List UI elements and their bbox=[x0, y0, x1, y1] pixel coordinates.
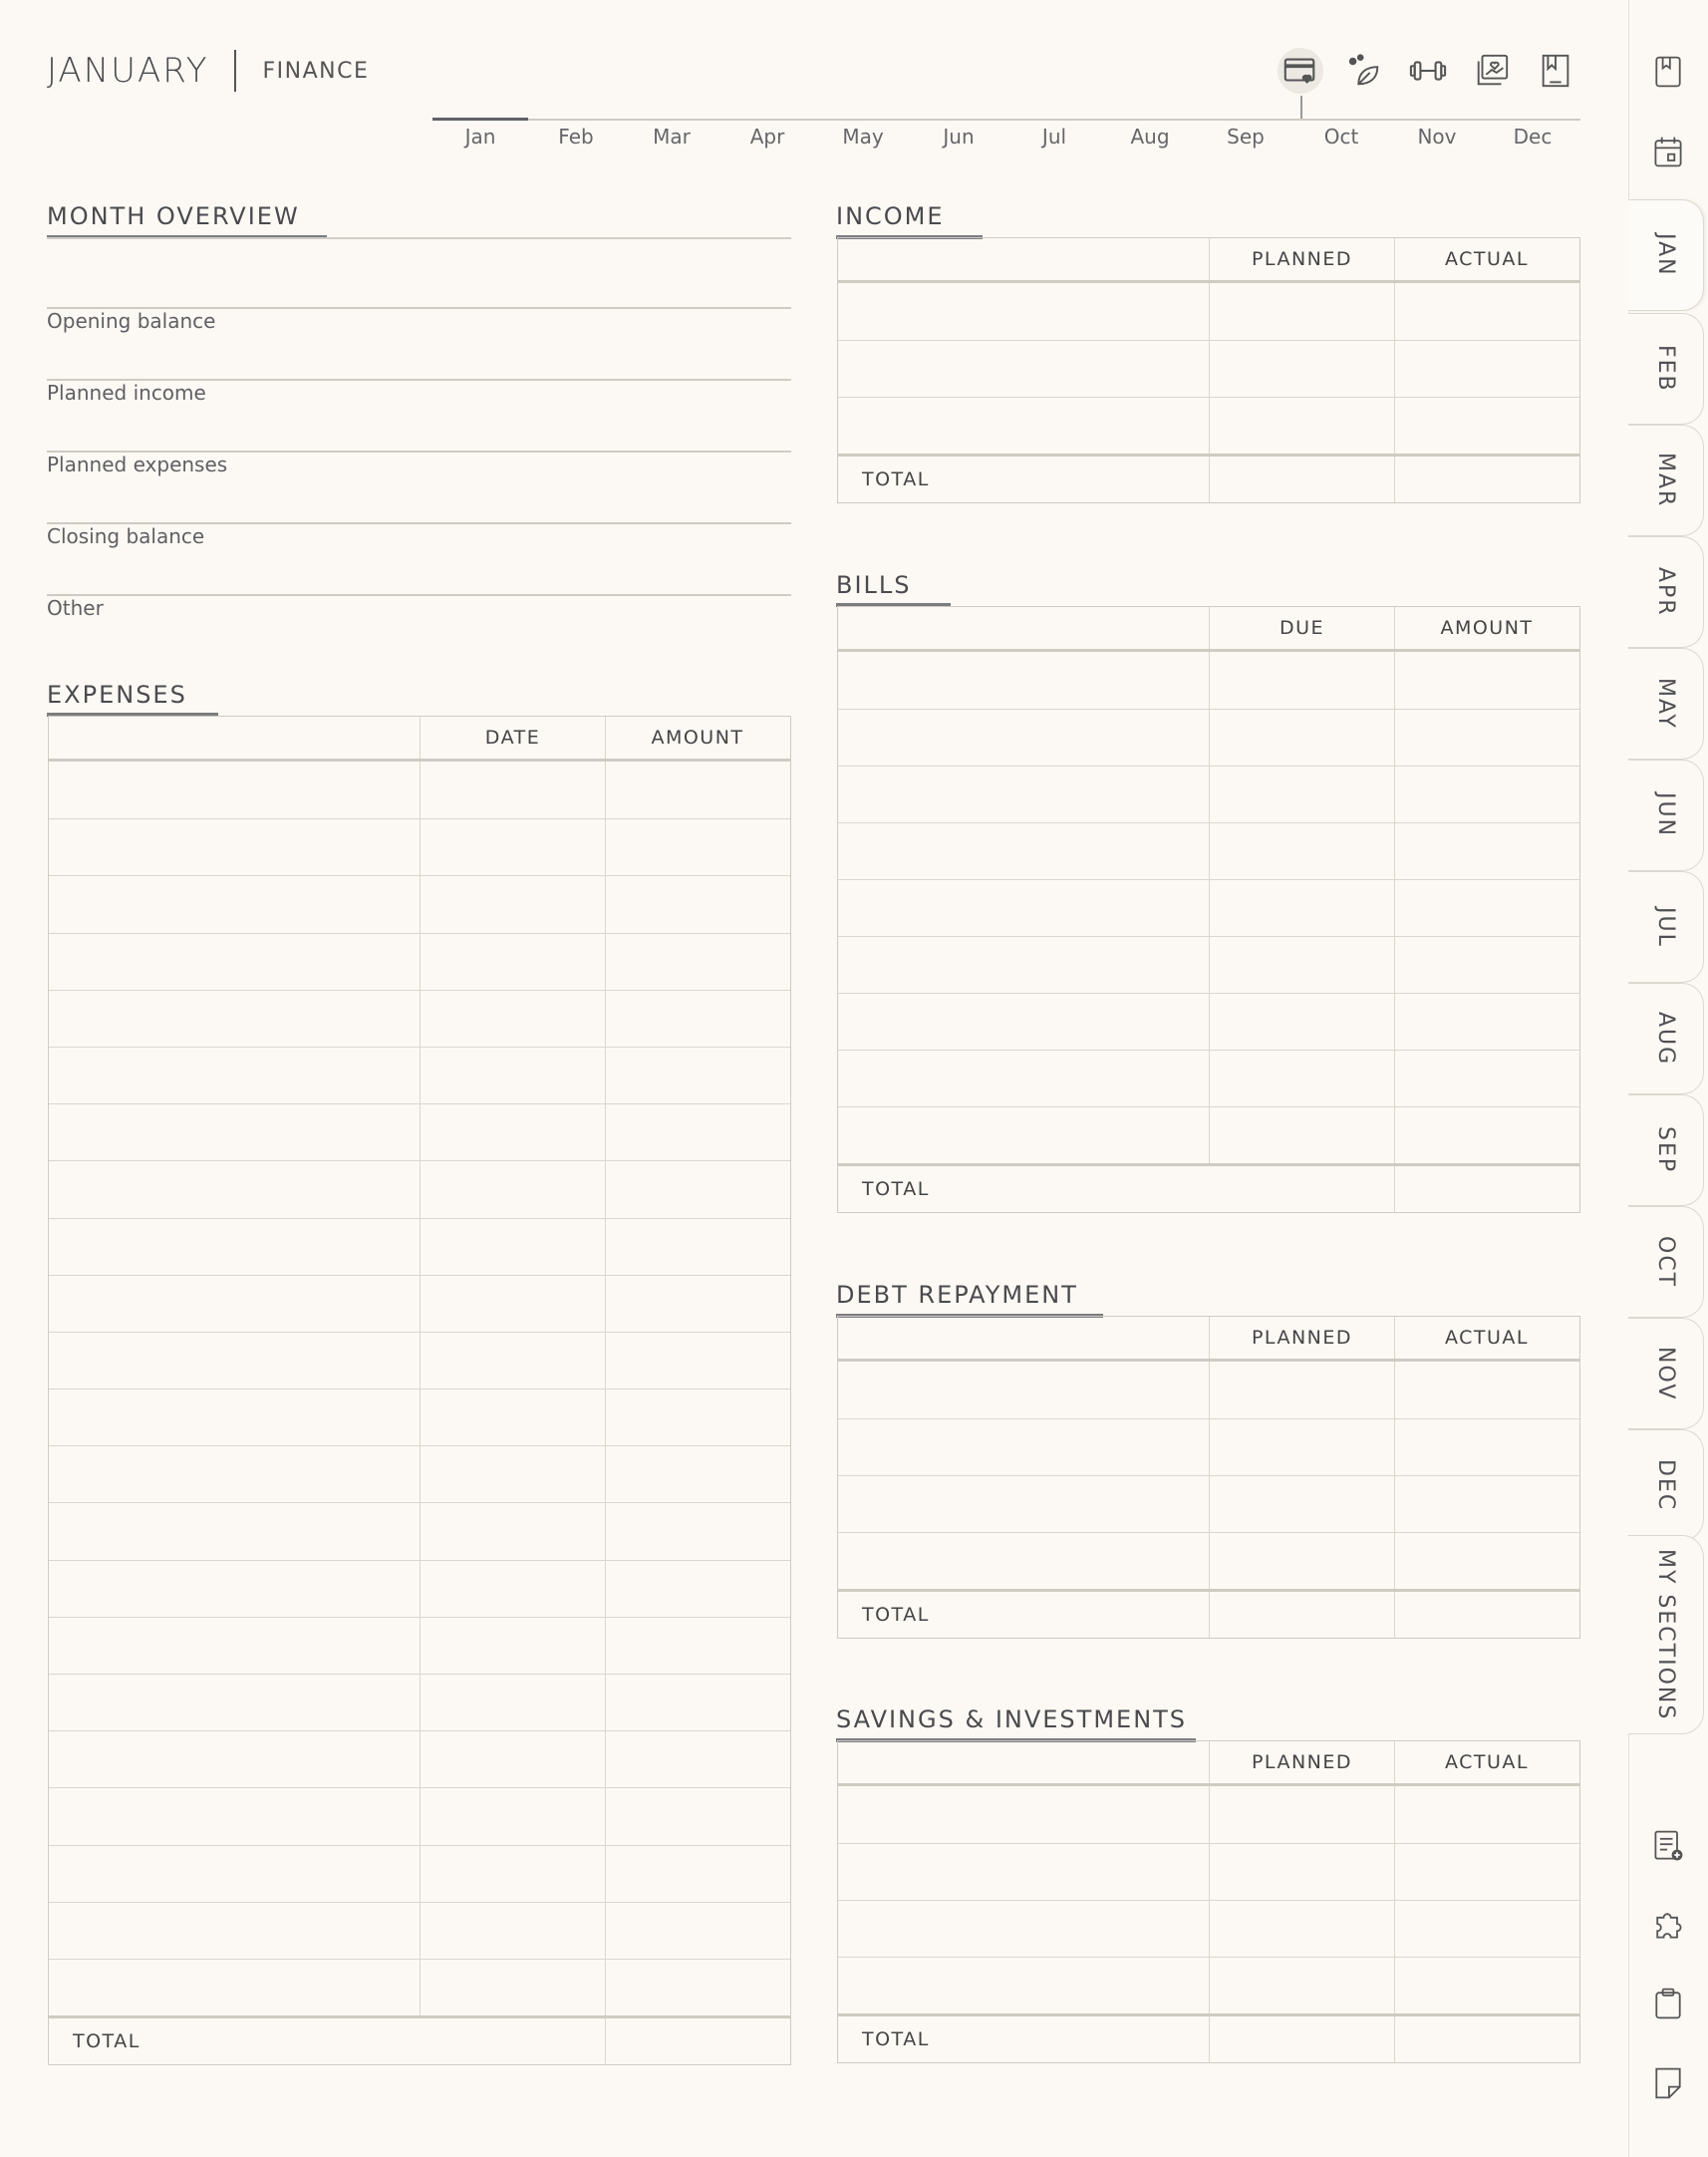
table-cell[interactable] bbox=[605, 876, 789, 932]
column-header: AMOUNT bbox=[605, 717, 789, 759]
table-row bbox=[49, 1730, 790, 1787]
table-cell[interactable] bbox=[838, 398, 1209, 454]
table-cell[interactable] bbox=[420, 1333, 605, 1388]
table-cell[interactable] bbox=[1209, 1958, 1394, 2013]
total-row bbox=[838, 2013, 1579, 2062]
month-link-sep[interactable]: Sep bbox=[1227, 125, 1265, 149]
table-cell[interactable] bbox=[420, 934, 605, 990]
table-cell[interactable] bbox=[838, 880, 1209, 936]
tab-sep[interactable] bbox=[1628, 1094, 1704, 1206]
month-title: JANUARY bbox=[47, 51, 209, 91]
table-cell[interactable] bbox=[1394, 341, 1578, 397]
dumbbell-icon[interactable] bbox=[1405, 48, 1451, 94]
month-link-may[interactable]: May bbox=[842, 125, 884, 149]
table-cell[interactable] bbox=[1209, 341, 1394, 397]
table-cell[interactable] bbox=[838, 767, 1209, 822]
table-cell[interactable] bbox=[49, 1503, 420, 1559]
table-cell[interactable] bbox=[1209, 1419, 1394, 1475]
table-row bbox=[838, 1900, 1579, 1957]
table-cell[interactable] bbox=[1394, 994, 1578, 1050]
table-cell[interactable] bbox=[1394, 283, 1578, 340]
table-cell[interactable] bbox=[605, 1219, 789, 1275]
table-cell[interactable] bbox=[1394, 880, 1578, 936]
table-row bbox=[49, 1332, 790, 1388]
table-cell[interactable] bbox=[838, 652, 1209, 709]
table-cell[interactable] bbox=[49, 1903, 420, 1959]
table-cell[interactable] bbox=[1209, 1362, 1394, 1418]
table-cell[interactable] bbox=[49, 1048, 420, 1103]
table-row bbox=[838, 936, 1579, 993]
table-cell[interactable] bbox=[1209, 710, 1394, 766]
table-cell[interactable] bbox=[1394, 767, 1578, 822]
tab-label: JAN bbox=[1653, 233, 1678, 277]
table-row bbox=[49, 1902, 790, 1959]
page-header bbox=[47, 50, 369, 92]
table-cell[interactable] bbox=[49, 762, 420, 818]
month-link-aug[interactable]: Aug bbox=[1130, 125, 1170, 149]
photo-album-icon[interactable] bbox=[1469, 48, 1515, 94]
overview-title: MONTH OVERVIEW bbox=[47, 202, 300, 230]
table-row bbox=[838, 1786, 1579, 1843]
overview-label[interactable]: Closing balance bbox=[47, 524, 205, 548]
tab-label: NOV bbox=[1653, 1346, 1678, 1401]
table-cell[interactable] bbox=[838, 283, 1209, 340]
table-cell[interactable] bbox=[605, 1903, 789, 1959]
table-cell[interactable] bbox=[838, 710, 1209, 766]
table-cell[interactable] bbox=[1209, 1107, 1394, 1163]
section-title: FINANCE bbox=[262, 58, 370, 84]
tab-oct[interactable] bbox=[1628, 1206, 1704, 1318]
month-link-nov[interactable]: Nov bbox=[1417, 125, 1457, 149]
month-link-dec[interactable]: Dec bbox=[1513, 125, 1553, 149]
column-header bbox=[838, 1741, 1209, 1783]
table-cell[interactable] bbox=[1394, 1107, 1578, 1163]
table-row bbox=[49, 1047, 790, 1103]
table-cell[interactable] bbox=[838, 1051, 1209, 1106]
table-cell[interactable] bbox=[420, 762, 605, 818]
table-cell[interactable] bbox=[420, 1960, 605, 2015]
table-cell[interactable] bbox=[49, 1276, 420, 1332]
table-row bbox=[49, 1845, 790, 1902]
tab-label: FEB bbox=[1653, 345, 1678, 393]
table-cell[interactable] bbox=[49, 1561, 420, 1617]
tab-nov[interactable] bbox=[1628, 1318, 1704, 1429]
tab-my-sections[interactable] bbox=[1628, 1535, 1704, 1734]
page-icon[interactable] bbox=[1648, 2063, 1688, 2103]
table-row bbox=[49, 1218, 790, 1275]
tab-jan[interactable] bbox=[1628, 199, 1704, 311]
table-cell[interactable] bbox=[605, 1333, 789, 1388]
top-icon-bar bbox=[1278, 48, 1596, 94]
table-cell[interactable] bbox=[1394, 1786, 1578, 1843]
table-cell[interactable] bbox=[1209, 994, 1394, 1050]
table-header-row bbox=[838, 238, 1579, 283]
month-link-feb[interactable]: Feb bbox=[558, 125, 594, 149]
table-header-row bbox=[838, 1317, 1579, 1362]
total-cell[interactable] bbox=[605, 2018, 789, 2064]
overview-label[interactable]: Opening balance bbox=[47, 309, 216, 333]
total-row bbox=[49, 2015, 790, 2064]
column-header bbox=[838, 238, 1209, 280]
table-row bbox=[838, 652, 1579, 709]
tab-label: JUL bbox=[1653, 906, 1678, 948]
table-row bbox=[838, 397, 1579, 454]
table-cell[interactable] bbox=[838, 937, 1209, 993]
table-cell[interactable] bbox=[605, 762, 789, 818]
table-cell[interactable] bbox=[420, 1161, 605, 1217]
table-row bbox=[49, 1560, 790, 1617]
bills-heading bbox=[836, 571, 912, 599]
table-cell[interactable] bbox=[1394, 1958, 1578, 2013]
tab-label: APR bbox=[1653, 567, 1678, 617]
table-row bbox=[49, 990, 790, 1047]
table-cell[interactable] bbox=[1394, 1419, 1578, 1475]
table-cell[interactable] bbox=[605, 1731, 789, 1787]
table-cell[interactable] bbox=[1394, 398, 1578, 454]
table-row bbox=[838, 822, 1579, 879]
table-cell[interactable] bbox=[420, 1903, 605, 1959]
overview-line bbox=[47, 594, 791, 596]
total-cell[interactable] bbox=[1209, 1592, 1394, 1638]
month-link-jan[interactable]: Jan bbox=[432, 121, 528, 149]
table-cell[interactable] bbox=[838, 1786, 1209, 1843]
savings-title: SAVINGS & INVESTMENTS bbox=[836, 1705, 1188, 1733]
bookmark-m-icon[interactable] bbox=[1533, 48, 1578, 94]
total-cell[interactable] bbox=[1209, 457, 1394, 502]
finance-card-icon[interactable] bbox=[1278, 48, 1323, 94]
column-header bbox=[838, 1317, 1209, 1359]
table-cell[interactable] bbox=[420, 1219, 605, 1275]
table-cell[interactable] bbox=[420, 1561, 605, 1617]
table-cell[interactable] bbox=[605, 1104, 789, 1160]
puzzle-icon[interactable] bbox=[1648, 1905, 1688, 1945]
column-header: ACTUAL bbox=[1394, 1317, 1578, 1359]
table-row bbox=[838, 1957, 1579, 2013]
table-cell[interactable] bbox=[49, 1333, 420, 1388]
table-cell[interactable] bbox=[838, 994, 1209, 1050]
table-header-row bbox=[838, 1741, 1579, 1786]
table-cell[interactable] bbox=[605, 1276, 789, 1332]
column-header: AMOUNT bbox=[1394, 607, 1578, 649]
tab-label: SEP bbox=[1653, 1126, 1678, 1174]
table-row bbox=[49, 1674, 790, 1730]
debt-title: DEBT REPAYMENT bbox=[836, 1281, 1078, 1309]
total-label: TOTAL bbox=[862, 1604, 930, 1626]
table-row bbox=[49, 875, 790, 932]
table-cell[interactable] bbox=[420, 819, 605, 875]
table-cell[interactable] bbox=[49, 1675, 420, 1730]
table-cell[interactable] bbox=[1394, 1362, 1578, 1418]
table-cell[interactable] bbox=[49, 1788, 420, 1844]
tab-jun[interactable] bbox=[1628, 760, 1704, 871]
tab-aug[interactable] bbox=[1628, 983, 1704, 1094]
savings-table bbox=[837, 1740, 1580, 2063]
table-cell[interactable] bbox=[605, 1446, 789, 1502]
table-cell[interactable] bbox=[420, 1048, 605, 1103]
table-row bbox=[838, 1475, 1579, 1532]
overview-label[interactable]: Other bbox=[47, 596, 104, 620]
table-cell[interactable] bbox=[420, 991, 605, 1047]
month-link-apr[interactable]: Apr bbox=[749, 125, 785, 149]
plant-leaf-icon[interactable] bbox=[1341, 48, 1387, 94]
table-cell[interactable] bbox=[838, 1419, 1209, 1475]
table-cell[interactable] bbox=[1209, 1901, 1394, 1957]
table-cell[interactable] bbox=[605, 1960, 789, 2015]
tab-label: JUN bbox=[1653, 792, 1678, 838]
table-cell[interactable] bbox=[49, 934, 420, 990]
table-cell[interactable] bbox=[49, 1219, 420, 1275]
total-cell[interactable] bbox=[1209, 2016, 1394, 2062]
debt-heading bbox=[836, 1281, 1078, 1309]
month-link-jun[interactable]: Jun bbox=[943, 125, 975, 149]
table-cell[interactable] bbox=[605, 934, 789, 990]
table-cell[interactable] bbox=[1209, 1051, 1394, 1106]
table-row bbox=[49, 1445, 790, 1502]
table-cell[interactable] bbox=[420, 1788, 605, 1844]
table-row bbox=[49, 1160, 790, 1217]
tab-mar[interactable] bbox=[1628, 425, 1704, 536]
table-cell[interactable] bbox=[605, 1788, 789, 1844]
table-cell[interactable] bbox=[1209, 398, 1394, 454]
table-cell[interactable] bbox=[1209, 937, 1394, 993]
table-cell[interactable] bbox=[49, 1618, 420, 1674]
table-cell[interactable] bbox=[605, 1161, 789, 1217]
column-header: ACTUAL bbox=[1394, 1741, 1578, 1783]
table-cell[interactable] bbox=[605, 819, 789, 875]
table-cell[interactable] bbox=[1394, 823, 1578, 879]
column-header: ACTUAL bbox=[1394, 238, 1578, 280]
expenses-title: EXPENSES bbox=[47, 681, 187, 709]
title-divider bbox=[234, 50, 236, 92]
tab-apr[interactable] bbox=[1628, 536, 1704, 648]
table-cell[interactable] bbox=[420, 1104, 605, 1160]
table-header-row bbox=[838, 607, 1579, 652]
calendar-icon[interactable] bbox=[1648, 132, 1688, 171]
total-label: TOTAL bbox=[73, 2030, 141, 2053]
tab-dec[interactable] bbox=[1628, 1429, 1704, 1541]
table-cell[interactable] bbox=[838, 1533, 1209, 1589]
table-cell[interactable] bbox=[838, 823, 1209, 879]
table-cell[interactable] bbox=[605, 1618, 789, 1674]
month-link-oct[interactable]: Oct bbox=[1323, 125, 1359, 149]
table-cell[interactable] bbox=[420, 1389, 605, 1445]
table-row bbox=[838, 1106, 1579, 1163]
table-cell[interactable] bbox=[838, 1958, 1209, 2013]
table-cell[interactable] bbox=[838, 1901, 1209, 1957]
table-cell[interactable] bbox=[49, 1104, 420, 1160]
table-cell[interactable] bbox=[1394, 652, 1578, 709]
savings-heading bbox=[836, 1705, 1187, 1733]
table-row bbox=[49, 1388, 790, 1445]
table-cell[interactable] bbox=[605, 1389, 789, 1445]
table-cell[interactable] bbox=[49, 1161, 420, 1217]
tab-label: MAR bbox=[1653, 453, 1678, 508]
table-cell[interactable] bbox=[420, 1503, 605, 1559]
table-row bbox=[838, 340, 1579, 397]
table-cell[interactable] bbox=[1394, 710, 1578, 766]
table-row bbox=[49, 1959, 790, 2015]
table-cell[interactable] bbox=[1209, 1476, 1394, 1532]
total-cell[interactable] bbox=[1394, 2016, 1578, 2062]
active-icon-pin bbox=[1300, 96, 1302, 120]
table-cell[interactable] bbox=[1209, 1844, 1394, 1900]
total-label: TOTAL bbox=[862, 468, 930, 490]
month-link-jul[interactable]: Jul bbox=[1041, 125, 1067, 149]
column-header bbox=[838, 607, 1209, 649]
table-cell[interactable] bbox=[1394, 937, 1578, 993]
table-row bbox=[49, 818, 790, 875]
my-sections-label: MY SECTIONS bbox=[1653, 1548, 1678, 1721]
tab-label: AUG bbox=[1653, 1011, 1678, 1067]
table-row bbox=[49, 1275, 790, 1332]
clipboard-icon[interactable] bbox=[1648, 1984, 1688, 2023]
month-link-mar[interactable]: Mar bbox=[653, 125, 691, 149]
bookmark-icon[interactable] bbox=[1648, 52, 1688, 92]
table-row bbox=[838, 1843, 1579, 1900]
table-cell[interactable] bbox=[49, 819, 420, 875]
add-note-icon[interactable] bbox=[1648, 1826, 1688, 1866]
table-row bbox=[49, 1787, 790, 1844]
table-row bbox=[838, 1532, 1579, 1589]
table-cell[interactable] bbox=[420, 1446, 605, 1502]
total-label: TOTAL bbox=[862, 1178, 930, 1200]
tab-label: MAY bbox=[1653, 678, 1678, 730]
table-header-row bbox=[49, 717, 790, 762]
table-cell[interactable] bbox=[605, 1048, 789, 1103]
bills-title: BILLS bbox=[836, 571, 912, 599]
table-cell[interactable] bbox=[1209, 767, 1394, 822]
column-header bbox=[49, 717, 420, 759]
table-cell[interactable] bbox=[838, 1844, 1209, 1900]
total-cell[interactable] bbox=[1394, 1592, 1578, 1638]
heading-rule bbox=[47, 237, 791, 239]
expenses-table bbox=[48, 716, 791, 2065]
table-cell[interactable] bbox=[1394, 1844, 1578, 1900]
total-cell[interactable] bbox=[1394, 1166, 1578, 1212]
table-cell[interactable] bbox=[1209, 283, 1394, 340]
table-cell[interactable] bbox=[838, 1362, 1209, 1418]
table-row bbox=[838, 1362, 1579, 1418]
table-cell[interactable] bbox=[49, 1846, 420, 1902]
table-row bbox=[49, 933, 790, 990]
expenses-heading bbox=[47, 681, 187, 709]
column-header: PLANNED bbox=[1209, 238, 1394, 280]
tab-label: OCT bbox=[1653, 1235, 1678, 1289]
table-row bbox=[838, 1418, 1579, 1475]
total-row bbox=[838, 1163, 1579, 1212]
table-row bbox=[49, 762, 790, 818]
column-header: PLANNED bbox=[1209, 1317, 1394, 1359]
table-cell[interactable] bbox=[838, 1107, 1209, 1163]
table-cell[interactable] bbox=[605, 1561, 789, 1617]
table-cell[interactable] bbox=[49, 1446, 420, 1502]
debt-table bbox=[837, 1316, 1580, 1639]
tab-may[interactable] bbox=[1628, 648, 1704, 760]
overview-label[interactable]: Planned income bbox=[47, 381, 206, 405]
table-cell[interactable] bbox=[838, 341, 1209, 397]
table-row bbox=[49, 1103, 790, 1160]
tab-jul[interactable] bbox=[1628, 871, 1704, 983]
table-cell[interactable] bbox=[1209, 652, 1394, 709]
table-cell[interactable] bbox=[1209, 880, 1394, 936]
month-nav bbox=[432, 119, 1580, 149]
table-row bbox=[838, 879, 1579, 936]
table-cell[interactable] bbox=[605, 1846, 789, 1902]
table-cell[interactable] bbox=[605, 991, 789, 1047]
table-cell[interactable] bbox=[420, 876, 605, 932]
table-cell[interactable] bbox=[420, 1276, 605, 1332]
table-cell[interactable] bbox=[1394, 1901, 1578, 1957]
table-cell[interactable] bbox=[1394, 1533, 1578, 1589]
income-title: INCOME bbox=[836, 202, 945, 230]
table-row bbox=[49, 1502, 790, 1559]
table-cell[interactable] bbox=[605, 1503, 789, 1559]
table-cell[interactable] bbox=[49, 1960, 420, 2015]
table-cell[interactable] bbox=[420, 1731, 605, 1787]
table-cell[interactable] bbox=[838, 1476, 1209, 1532]
income-heading bbox=[836, 202, 945, 230]
total-row bbox=[838, 1589, 1579, 1638]
table-row bbox=[838, 993, 1579, 1050]
table-cell[interactable] bbox=[1394, 1051, 1578, 1106]
total-label: TOTAL bbox=[862, 2028, 930, 2050]
bills-table bbox=[837, 606, 1580, 1213]
overview-heading bbox=[47, 202, 300, 230]
table-row bbox=[838, 1050, 1579, 1106]
table-row bbox=[838, 766, 1579, 822]
table-cell[interactable] bbox=[420, 1846, 605, 1902]
table-row bbox=[838, 709, 1579, 766]
column-header: DATE bbox=[420, 717, 605, 759]
table-cell[interactable] bbox=[49, 991, 420, 1047]
total-cell[interactable] bbox=[1394, 457, 1578, 502]
table-cell[interactable] bbox=[605, 1675, 789, 1730]
table-cell[interactable] bbox=[420, 1675, 605, 1730]
table-cell[interactable] bbox=[49, 1731, 420, 1787]
column-header: DUE bbox=[1209, 607, 1394, 649]
table-cell[interactable] bbox=[1209, 1786, 1394, 1843]
table-row bbox=[838, 283, 1579, 340]
income-table bbox=[837, 237, 1580, 503]
tab-feb[interactable] bbox=[1628, 313, 1704, 425]
overview-label[interactable]: Planned expenses bbox=[47, 453, 228, 476]
table-cell[interactable] bbox=[420, 1618, 605, 1674]
table-cell[interactable] bbox=[49, 876, 420, 932]
table-cell[interactable] bbox=[1209, 1533, 1394, 1589]
table-cell[interactable] bbox=[49, 1389, 420, 1445]
table-row bbox=[49, 1617, 790, 1674]
total-row bbox=[838, 454, 1579, 502]
table-cell[interactable] bbox=[1394, 1476, 1578, 1532]
column-header: PLANNED bbox=[1209, 1741, 1394, 1783]
table-cell[interactable] bbox=[1209, 823, 1394, 879]
tab-label: DEC bbox=[1653, 1458, 1678, 1512]
